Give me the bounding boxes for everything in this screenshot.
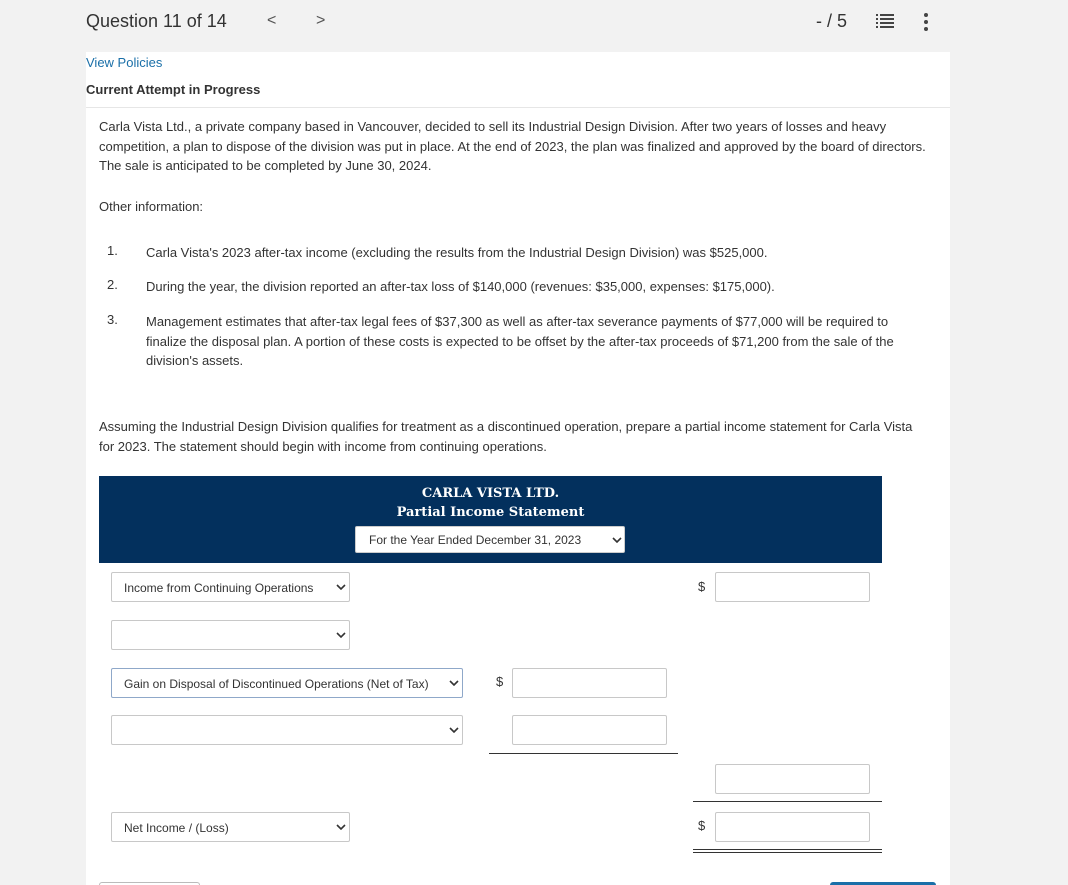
- chevron-down-icon: [336, 824, 346, 830]
- line-item-select-value: Net Income / (Loss): [124, 821, 229, 835]
- list-icon[interactable]: [876, 13, 894, 29]
- other-information-label: Other information:: [99, 199, 204, 214]
- line-item-select[interactable]: [111, 620, 350, 650]
- list-item-text: Management estimates that after-tax legal fees of $37,300 as well as after-tax severance payments of $77,000 will be required to finalize the disposal plan. A portion of these costs is expected to be offset by the after-tax proceeds of $71,200 from the sale of the division's assets.: [146, 314, 894, 368]
- list-item-text: Carla Vista's 2023 after-tax income (excluding the results from the Industrial Design Division) was $525,000.: [146, 245, 768, 260]
- period-select-value: For the Year Ended December 31, 2023: [369, 533, 582, 547]
- dollar-sign: $: [698, 579, 706, 594]
- question-counter: Question 11 of 14: [86, 11, 227, 31]
- instruction-text: Assuming the Industrial Design Division qualifies for treatment as a discontinued operation, prepare a partial income statement for Carla Vista for 2023. The statement should begin with income from continuing operations.: [99, 419, 913, 454]
- top-bar: [0, 0, 1068, 44]
- dollar-sign: $: [698, 818, 706, 833]
- problem-intro: Carla Vista Ltd., a private company based in Vancouver, decided to sell its Industrial Design Division. After two years of losses and heavy competition, a plan to dispose of the division was put in place. At the end of 2023, the plan was finalized and approved by the board of directors. The sale is anticipated to be completed by June 30, 2024.: [99, 119, 926, 173]
- chevron-down-icon: [449, 680, 459, 686]
- amount-input[interactable]: [715, 812, 870, 842]
- list-item-number: 1.: [107, 243, 118, 258]
- list-item-number: 3.: [107, 312, 118, 327]
- statement-header: [99, 476, 882, 563]
- double-underline-bottom: [693, 852, 882, 853]
- line-item-select[interactable]: [111, 668, 463, 698]
- line-item-select[interactable]: [111, 715, 463, 745]
- amount-input[interactable]: [512, 668, 667, 698]
- list-item-text: During the year, the division reported an after-tax loss of $140,000 (revenues: $35,000, expenses: $175,000).: [146, 279, 775, 294]
- score-display: - / 5: [816, 11, 848, 31]
- amount-input[interactable]: [715, 572, 870, 602]
- divider: [86, 107, 950, 108]
- chevron-down-icon: [336, 632, 346, 638]
- more-vertical-icon[interactable]: [922, 12, 930, 32]
- list-item-number: 2.: [107, 277, 118, 292]
- chevron-down-icon: [336, 584, 346, 590]
- subtotal-underline: [489, 753, 678, 754]
- double-underline-top: [693, 849, 882, 850]
- line-item-select[interactable]: [111, 812, 350, 842]
- next-question-button[interactable]: >: [316, 12, 326, 29]
- question-card: [86, 52, 950, 885]
- dollar-sign: $: [496, 674, 504, 689]
- line-item-select-value: Gain on Disposal of Discontinued Operations (Net of Tax): [124, 677, 429, 691]
- attempt-status: Current Attempt in Progress: [86, 82, 261, 97]
- statement-company: CARLA VISTA LTD.: [421, 486, 560, 501]
- chevron-down-icon: [449, 727, 459, 733]
- amount-input[interactable]: [715, 764, 870, 794]
- total-underline: [693, 801, 882, 802]
- line-item-select-value: Income from Continuing Operations: [124, 581, 314, 595]
- line-item-select[interactable]: [111, 572, 350, 602]
- period-select[interactable]: [355, 526, 625, 553]
- statement-title: Partial Income Statement: [396, 505, 585, 520]
- view-policies-link[interactable]: View Policies: [86, 55, 163, 70]
- amount-input[interactable]: [512, 715, 667, 745]
- previous-question-button[interactable]: <: [267, 12, 277, 29]
- chevron-down-icon: [612, 537, 622, 543]
